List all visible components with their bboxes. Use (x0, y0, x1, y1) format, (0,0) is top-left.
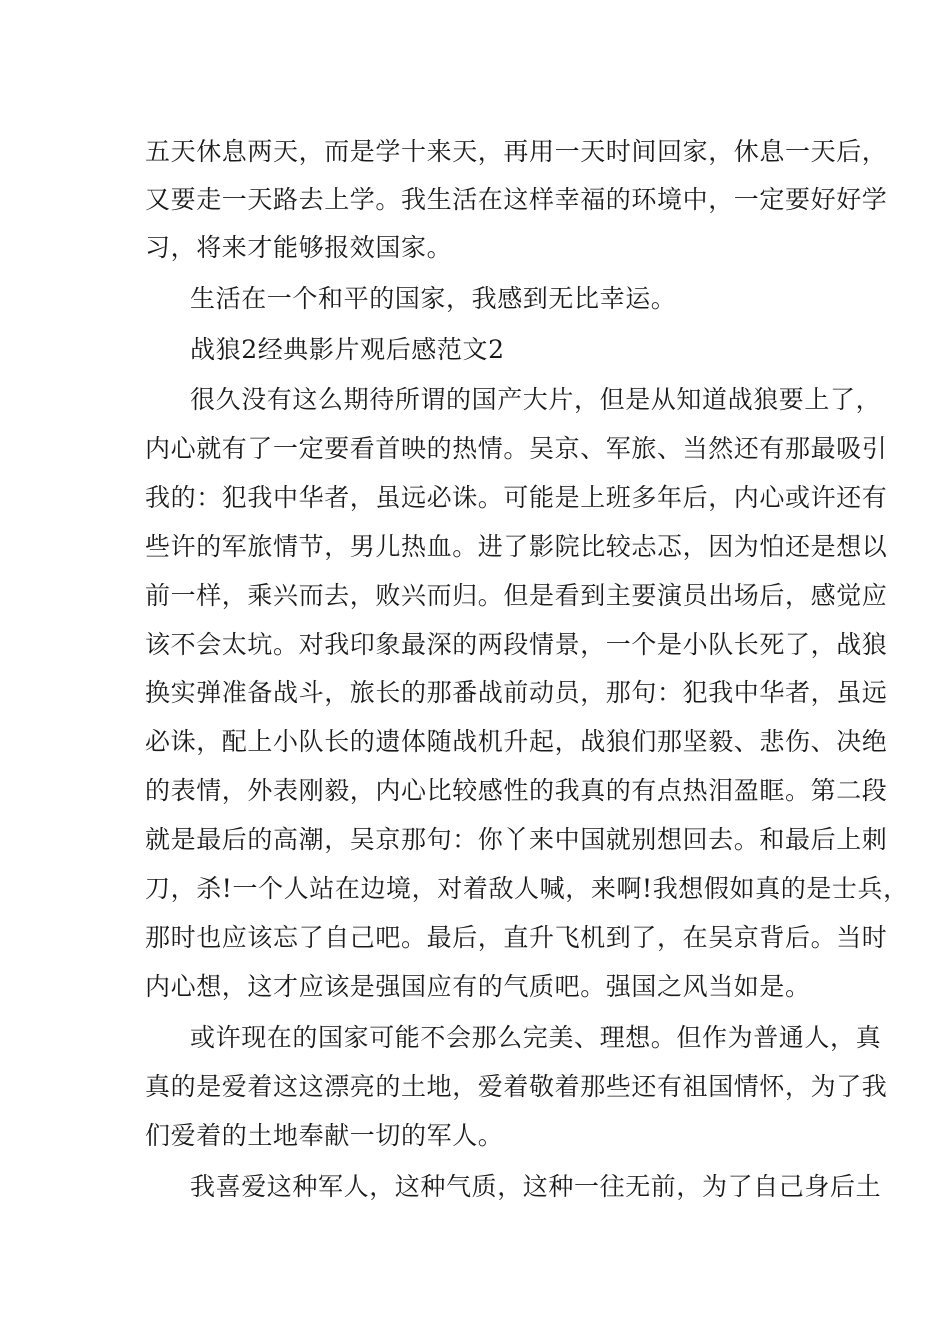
text-line-3: 习，将来才能够报效国家。 (145, 233, 453, 262)
text-line-9: 些许的军旅情节，男儿热血。进了影院比较忐忑，因为怕还是想以 (145, 532, 888, 561)
text-line-11: 该不会太坑。对我印象最深的两段情景，一个是小队长死了，战狼 (145, 630, 888, 659)
text-line-18: 内心想，这才应该是强国应有的气质吧。强国之风当如是。 (145, 972, 811, 1001)
text-line-8: 我的：犯我中华者，虽远必诛。可能是上班多年后，内心或许还有 (145, 483, 888, 512)
text-line-12: 换实弹准备战斗，旅长的那番战前动员，那句：犯我中华者，虽远 (145, 678, 888, 707)
section-heading: 战狼2经典影片观后感范文2 (190, 335, 505, 364)
text-line-6: 很久没有这么期待所谓的国产大片，但是从知道战狼要上了， (190, 385, 882, 414)
text-line-14: 的表情，外表刚毅，内心比较感性的我真的有点热泪盈眶。第二段 (145, 776, 888, 805)
text-line-7: 内心就有了一定要看首映的热情。吴京、军旅、当然还有那最吸引 (145, 434, 888, 463)
text-line-15: 就是最后的高潮，吴京那句：你丫来中国就别想回去。和最后上刺 (145, 825, 888, 854)
text-line-20: 真的是爱着这这漂亮的土地，爱着敬着那些还有祖国情怀，为了我 (145, 1072, 888, 1101)
paragraph-line: 生活在一个和平的国家，我感到无比幸运。 (190, 284, 677, 313)
text-line-19: 或许现在的国家可能不会那么完美、理想。但作为普通人，真 (190, 1023, 882, 1052)
text-line-17: 那时也应该忘了自己吧。最后，直升飞机到了，在吴京背后。当时 (145, 923, 888, 952)
text-line-13: 必诛，配上小队长的遗体随战机升起，战狼们那坚毅、悲伤、决绝 (145, 727, 888, 756)
text-line-10: 前一样，乘兴而去，败兴而归。但是看到主要演员出场后，感觉应 (145, 581, 888, 610)
text-line-1: 五天休息两天，而是学十来天，再用一天时间回家，休息一天后， (145, 137, 888, 166)
text-line-16: 刀，杀!一个人站在边境，对着敌人喊，来啊!我想假如真的是士兵， (145, 874, 909, 903)
text-line-21: 们爱着的土地奉献一切的军人。 (145, 1121, 504, 1150)
text-line-2: 又要走一天路去上学。我生活在这样幸福的环境中，一定要好好学 (145, 185, 888, 214)
text-line-22: 我喜爱这种军人，这种气质，这种一往无前，为了自己身后土 (190, 1172, 882, 1201)
